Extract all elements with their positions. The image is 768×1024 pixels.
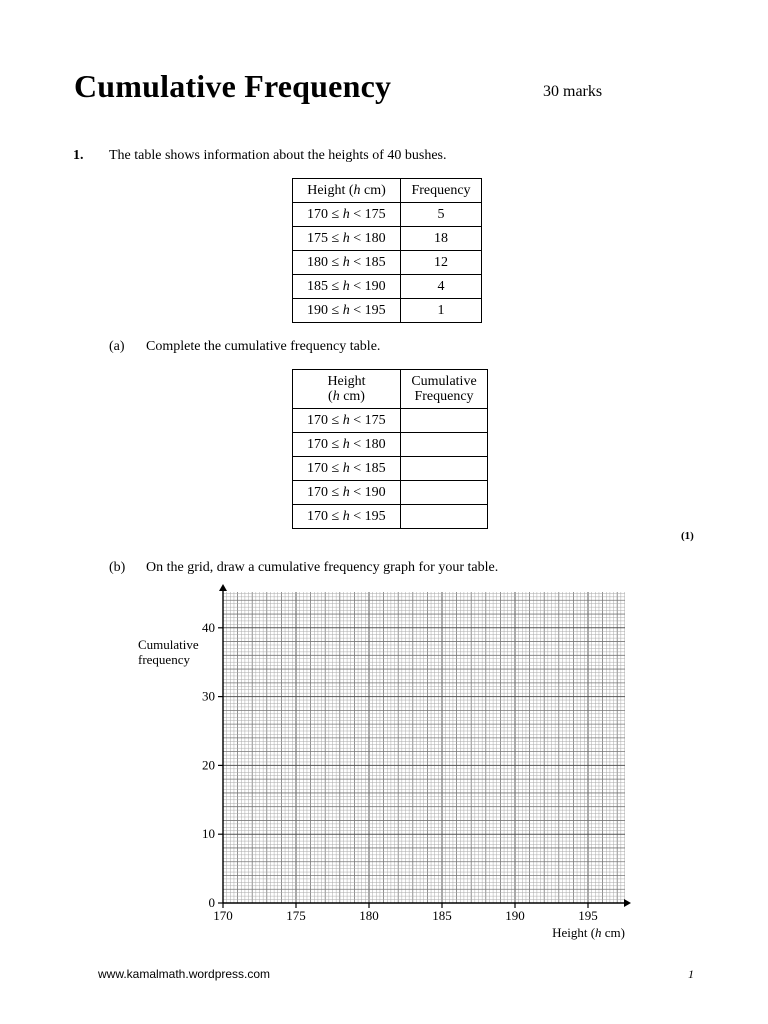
x-tick-label: 175 (286, 908, 306, 923)
x-axis-arrow (624, 899, 631, 907)
y-tick-label: 40 (202, 619, 215, 635)
total-marks: 30 marks (543, 83, 603, 100)
part-b-label: (b) (109, 560, 126, 575)
header-height-line2: (h cm) (328, 389, 365, 404)
interval-cell: 175 ≤ h < 180 (293, 227, 401, 251)
frequency-cell: 5 (401, 203, 482, 227)
interval-cell: 170 ≤ h < 175 (293, 409, 401, 433)
question-number: 1. (73, 148, 84, 163)
x-tick-label: 170 (213, 908, 233, 923)
interval-cell: 180 ≤ h < 185 (293, 251, 401, 275)
interval-cell: 190 ≤ h < 195 (293, 299, 401, 323)
y-axis-label-line2: frequency (138, 652, 190, 667)
header-cf-line2: Frequency (414, 389, 474, 404)
footer-url: www.kamalmath.wordpress.com (98, 967, 271, 981)
y-tick-label: 20 (202, 757, 215, 773)
frequency-cell: 18 (401, 227, 482, 251)
axes (219, 584, 631, 907)
interval-cell: 170 ≤ h < 185 (293, 457, 401, 481)
y-axis-arrow (219, 584, 227, 591)
x-tick-label: 180 (359, 908, 379, 923)
header-height-line1: Height (327, 374, 366, 389)
question-intro: The table shows information about the heights of 40 bushes. (109, 148, 447, 163)
interval-cell: 170 ≤ h < 195 (293, 505, 401, 529)
interval-cell: 185 ≤ h < 190 (293, 275, 401, 299)
header-cf-line1: Cumulative (411, 374, 477, 389)
table-header-frequency: Frequency (401, 179, 482, 203)
frequency-cell: 12 (401, 251, 482, 275)
page-title: Cumulative Frequency (74, 68, 392, 104)
page-number: 1 (688, 967, 694, 981)
x-tick-label: 190 (505, 908, 525, 923)
grid-lines (223, 592, 625, 903)
interval-cell: 170 ≤ h < 175 (293, 203, 401, 227)
y-tick-label: 30 (202, 688, 215, 704)
frequency-cell: 1 (401, 299, 482, 323)
part-b-text: On the grid, draw a cumulative frequency graph for your table. (146, 560, 499, 575)
x-tick-label: 185 (432, 908, 452, 923)
interval-cell: 170 ≤ h < 180 (293, 433, 401, 457)
x-tick-label: 195 (578, 908, 598, 923)
y-axis-label-line1: Cumulative (138, 637, 199, 652)
interval-cell: 170 ≤ h < 190 (293, 481, 401, 505)
table-header-height: Height (h cm) (293, 179, 401, 203)
y-tick-label: 10 (202, 826, 215, 842)
frequency-cell: 4 (401, 275, 482, 299)
axis-ticks (202, 620, 598, 923)
x-axis-label: Height (h cm) (552, 925, 625, 940)
part-a-text: Complete the cumulative frequency table. (146, 339, 381, 354)
y-tick-label: 0 (208, 895, 215, 910)
part-a-label: (a) (109, 339, 125, 354)
part-a-mark: (1) (681, 530, 694, 542)
